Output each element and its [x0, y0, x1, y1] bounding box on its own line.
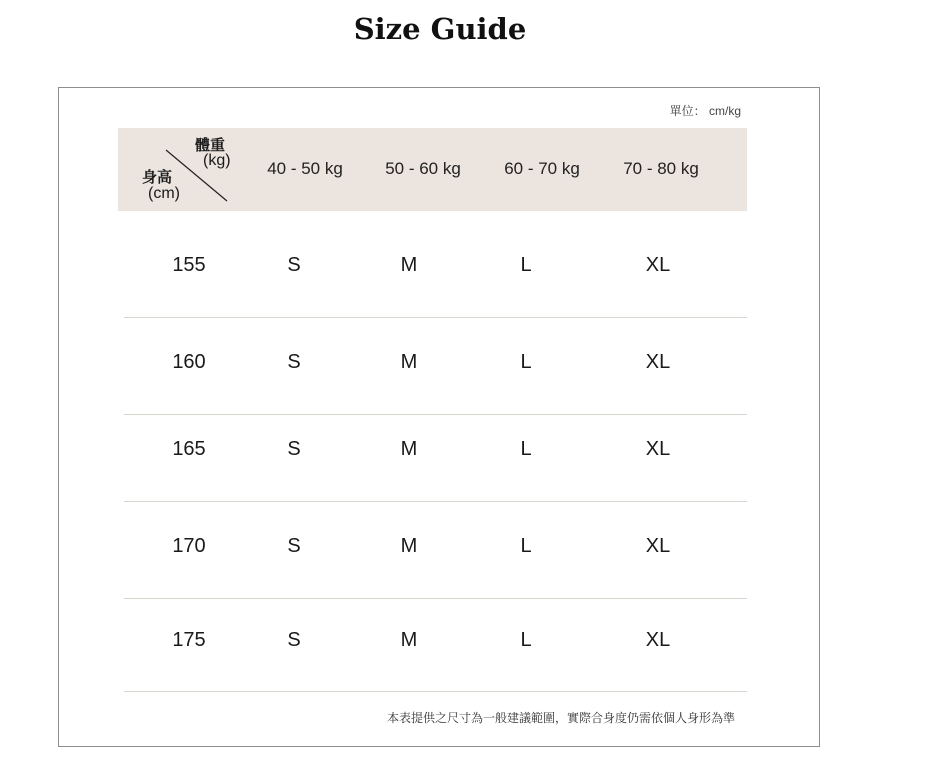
column-header-50-60: 50 - 60 kg: [385, 159, 461, 178]
size-value: S: [287, 438, 301, 460]
size-value: M: [400, 438, 418, 460]
size-value: XL: [645, 629, 671, 651]
height-unit: (cm): [148, 185, 180, 202]
size-value: XL: [645, 438, 671, 460]
size-value: S: [287, 254, 301, 276]
size-value: M: [400, 351, 418, 373]
size-value: S: [287, 629, 301, 651]
column-header-40-50: 40 - 50 kg: [267, 159, 343, 178]
size-value: XL: [645, 351, 671, 373]
column-header-70-80: 70 - 80 kg: [623, 159, 699, 178]
size-value: S: [287, 351, 301, 373]
table-row: [59, 629, 821, 649]
page-title: Size Guide: [353, 12, 527, 46]
row-divider: [124, 317, 747, 318]
row-divider: [124, 691, 747, 692]
size-value: XL: [645, 535, 671, 557]
size-value: M: [400, 254, 418, 276]
size-value: XL: [645, 254, 671, 276]
height-value: 170: [172, 535, 206, 557]
size-value: L: [520, 629, 532, 651]
unit-note: 單位： cm/kg: [669, 104, 741, 118]
footnote: 本表提供之尺寸為一般建議範圍，實際合身度仍需依個人身形為準: [386, 711, 735, 725]
corner-cell: [118, 128, 238, 211]
table-row: [59, 535, 821, 555]
size-value: M: [400, 629, 418, 651]
height-value: 155: [172, 254, 206, 276]
height-label: 身高: [142, 169, 173, 186]
table-row: [59, 351, 821, 371]
table-row: [59, 438, 821, 458]
row-divider: [124, 501, 747, 502]
size-value: M: [400, 535, 418, 557]
height-value: 160: [172, 351, 206, 373]
height-value: 165: [172, 438, 206, 460]
weight-label: 體重: [195, 137, 226, 154]
size-value: L: [520, 438, 532, 460]
table-row: [59, 254, 821, 274]
size-value: L: [520, 254, 532, 276]
table-header: [118, 128, 747, 211]
height-value: 175: [172, 629, 206, 651]
row-divider: [124, 598, 747, 599]
row-divider: [124, 414, 747, 415]
size-value: S: [287, 535, 301, 557]
column-header-60-70: 60 - 70 kg: [504, 159, 580, 178]
size-value: L: [520, 535, 532, 557]
size-value: L: [520, 351, 532, 373]
size-chart-frame: [58, 87, 820, 747]
weight-unit: (kg): [203, 152, 231, 169]
